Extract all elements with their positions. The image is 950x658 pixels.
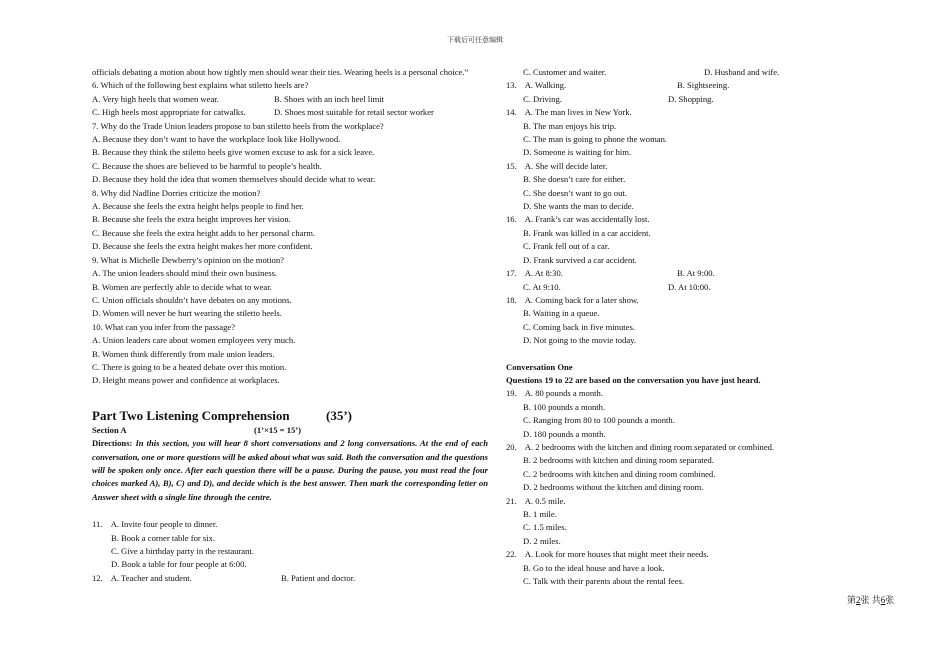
q17-option-b: B. At 9:00. <box>677 268 715 279</box>
q9-option-b: B. Women are perfectly able to decide what to wear. <box>92 281 272 292</box>
part-score: (35’) <box>326 407 352 423</box>
q22-a: A. Look for more houses that might meet their needs. <box>524 549 709 560</box>
q18-option-d: D. Not going to the movie today. <box>523 335 637 346</box>
q11-option-a <box>92 518 488 531</box>
footer-pre: 第 <box>847 595 857 605</box>
q8-option-d: D. Because she feels the extra height makes her more confident. <box>92 241 313 252</box>
q11-a: A. Invite four people to dinner. <box>110 519 218 530</box>
q13-option-b: B. Sightseeing. <box>677 80 730 91</box>
q15-option-b: B. She doesn’t care for either. <box>523 174 626 185</box>
q10-option-b: B. Women think differently from male union leaders. <box>92 348 275 359</box>
q22-option-b: B. Go to the ideal house and have a look. <box>523 562 665 573</box>
q12-option-b: B. Patient and doctor. <box>281 572 356 583</box>
directions <box>92 437 488 504</box>
q18-a: A. Coming back for a later show. <box>524 294 639 305</box>
q17-number: 17. <box>506 268 517 279</box>
q14-option-b: B. The man enjoys his trip. <box>523 120 617 131</box>
q14-option-a <box>506 106 806 119</box>
passage-ending: officials debating a motion about how tightly men should wear their ties. Wearing heels is a personal choice.” <box>92 67 469 77</box>
q7-option-b: B. Because they think the stiletto heels give women excuse to ask for a sick leave. <box>92 147 375 158</box>
q14-option-d: D. Someone is waiting for him. <box>523 147 632 158</box>
q10-option-d: D. Height means power and confidence at workplaces. <box>92 375 280 386</box>
q12-options-cd <box>506 66 806 79</box>
q16-option-d: D. Frank survived a car accident. <box>523 254 637 265</box>
q21-a: A. 0.5 mile. <box>524 495 566 506</box>
q15-number: 15. <box>506 160 517 171</box>
q19-option-a <box>506 387 806 400</box>
q16-a: A. Frank’s car was accidentally lost. <box>524 214 650 225</box>
q7-option-c: C. Because the shoes are believed to be harmful to people’s health. <box>92 160 322 171</box>
q20-a: A. 2 bedrooms with the kitchen and dining room separated or combined. <box>524 441 775 452</box>
q7-option-a: A. Because they don’t want to have the workplace look like Hollywood. <box>92 134 341 145</box>
q18-number: 18. <box>506 294 517 305</box>
q22-option-c: C. Talk with their parents about the rental fees. <box>523 576 685 587</box>
q7-option-d: D. Because they hold the idea that women themselves should decide what to wear. <box>92 174 376 185</box>
footer-post: 张 <box>885 595 895 605</box>
conversation-instructions: Questions 19 to 22 are based on the conversation you have just heard. <box>506 374 761 385</box>
q6-option-a: A. Very high heels that women wear. <box>92 93 219 104</box>
q11-option-d: D. Book a table for four people at 6:00. <box>111 559 247 570</box>
q20-option-a <box>506 441 806 454</box>
q13-options-ab <box>506 79 806 92</box>
q21-option-b: B. 1 mile. <box>523 509 557 519</box>
q17-option-a: A. At 8:30. <box>524 268 563 279</box>
q9-option-a: A. The union leaders should mind their own business. <box>92 268 278 279</box>
q18-option-c: C. Coming back in five minutes. <box>523 321 635 332</box>
page-counter <box>847 593 894 606</box>
q9-option-c: C. Union officials shouldn’t have debates on any motions. <box>92 294 292 305</box>
q14-option-c: C. The man is going to phone the woman. <box>523 134 668 145</box>
q15-option-a <box>506 160 806 173</box>
q12-option-d: D. Husband and wife. <box>704 67 780 77</box>
q7-stem: 7. Why do the Trade Union leaders propose to ban stiletto heels from the workplace? <box>92 120 384 131</box>
q9-option-d: D. Women will never be hurt wearing the stiletto heels. <box>92 308 282 319</box>
conversation-title: Conversation One <box>506 361 573 372</box>
q13-option-c: C. Driving. <box>523 93 562 104</box>
q8-option-a: A. Because she feels the extra height helps people to find her. <box>92 201 304 212</box>
q6-options-cd <box>92 106 488 119</box>
q20-option-d: D. 2 bedrooms without the kitchen and dining room. <box>523 482 704 493</box>
q17-options-ab <box>506 267 806 280</box>
q16-option-c: C. Frank fell out of a car. <box>523 241 610 252</box>
q16-number: 16. <box>506 214 517 225</box>
footer-page: 2 <box>856 595 861 605</box>
q15-option-c: C. She doesn’t want to go out. <box>523 187 627 198</box>
q12-option-c: C. Customer and waiter. <box>523 67 607 77</box>
q17-options-cd <box>506 281 806 294</box>
left-column <box>92 66 488 585</box>
q6-options-ab <box>92 93 488 106</box>
section-heading <box>92 424 488 437</box>
q19-number: 19. <box>506 388 517 399</box>
q21-number: 21. <box>506 495 517 506</box>
q22-option-a <box>506 548 806 561</box>
q11-option-b: B. Book a corner table for six. <box>111 532 216 543</box>
q15-a: A. She will decide later. <box>524 160 608 171</box>
q13-option-d: D. Shopping. <box>668 93 714 104</box>
footer-mid: 张 共 <box>860 595 881 605</box>
q10-option-a: A. Union leaders care about women employees very much. <box>92 335 296 346</box>
q21-option-c: C. 1.5 miles. <box>523 522 567 533</box>
q14-number: 14. <box>506 107 517 118</box>
q20-option-b: B. 2 bedrooms with kitchen and dining room separated. <box>523 455 714 466</box>
q12-options-ab <box>92 572 488 585</box>
q20-number: 20. <box>506 441 517 452</box>
q17-option-c: C. At 9:10. <box>523 281 561 292</box>
page-header: 下载后可任意编辑 <box>447 36 503 44</box>
q19-option-d: D. 180 pounds a month. <box>523 428 606 439</box>
q12-number: 12. <box>92 572 103 583</box>
section-score: (1’×15 = 15’) <box>254 424 302 435</box>
q12-option-a: A. Teacher and student. <box>110 572 192 583</box>
q15-option-d: D. She wants the man to decide. <box>523 201 634 212</box>
q9-stem: 9. What is Michelle Dewberry’s opinion on the motion? <box>92 254 284 265</box>
directions-label: Directions: <box>92 438 133 449</box>
q10-option-c: C. There is going to be a heated debate over this motion. <box>92 361 287 372</box>
q10-stem: 10. What can you infer from the passage? <box>92 321 236 332</box>
q11-option-c: C. Give a birthday party in the restaurant. <box>111 546 254 556</box>
q18-option-b: B. Waiting in a queue. <box>523 308 600 319</box>
q16-option-a <box>506 213 806 226</box>
right-column <box>506 66 806 588</box>
q19-option-c: C. Ranging from 80 to 100 pounds a month. <box>523 415 675 426</box>
q14-a: A. The man lives in New York. <box>524 107 632 118</box>
part-title-text: Part Two Listening Comprehension <box>92 407 290 423</box>
directions-text: In this section, you will hear 8 short conversations and 2 long conversations. At the end of each conversation, one or more questions will be asked about what was said. Both the conversation and the questions will be spoken only once. After each question there will be a pause. During the pause, you must read the four choices marked A), B), C) and D), and decide which is the best answer. Then mark the corresponding letter on Answer sheet with a single line through the centre. <box>92 438 488 502</box>
q16-option-b: B. Frank was killed in a car accident. <box>523 227 651 238</box>
q13-number: 13. <box>506 80 517 91</box>
q6-option-b: B. Shoes with an inch heel limit <box>274 93 385 104</box>
q8-option-c: C. Because she feels the extra height adds to her personal charm. <box>92 227 316 238</box>
footer-total: 6 <box>880 595 886 605</box>
q20-option-c: C. 2 bedrooms with kitchen and dining room combined. <box>523 468 716 479</box>
q21-option-d: D. 2 miles. <box>523 535 561 546</box>
q19-option-b: B. 100 pounds a month. <box>523 401 606 412</box>
q6-option-c: C. High heels most appropriate for catwalks. <box>92 107 246 118</box>
q8-option-b: B. Because she feels the extra height improves her vision. <box>92 214 291 225</box>
q8-stem: 8. Why did Nadline Dorries criticize the motion? <box>92 187 261 198</box>
q22-number: 22. <box>506 549 517 560</box>
q13-options-cd <box>506 93 806 106</box>
q21-option-a <box>506 495 806 508</box>
q13-option-a: A. Walking. <box>524 80 567 91</box>
part-title <box>92 408 488 424</box>
q6-stem: 6. Which of the following best explains what stiletto heels are? <box>92 80 309 91</box>
q6-option-d: D. Shoes most suitable for retail sector worker <box>274 107 434 118</box>
q18-option-a <box>506 294 806 307</box>
section-label: Section A <box>92 424 127 435</box>
q11-number: 11. <box>92 519 103 530</box>
q19-a: A. 80 pounds a month. <box>524 388 603 399</box>
q17-option-d: D. At 10:00. <box>668 281 711 292</box>
